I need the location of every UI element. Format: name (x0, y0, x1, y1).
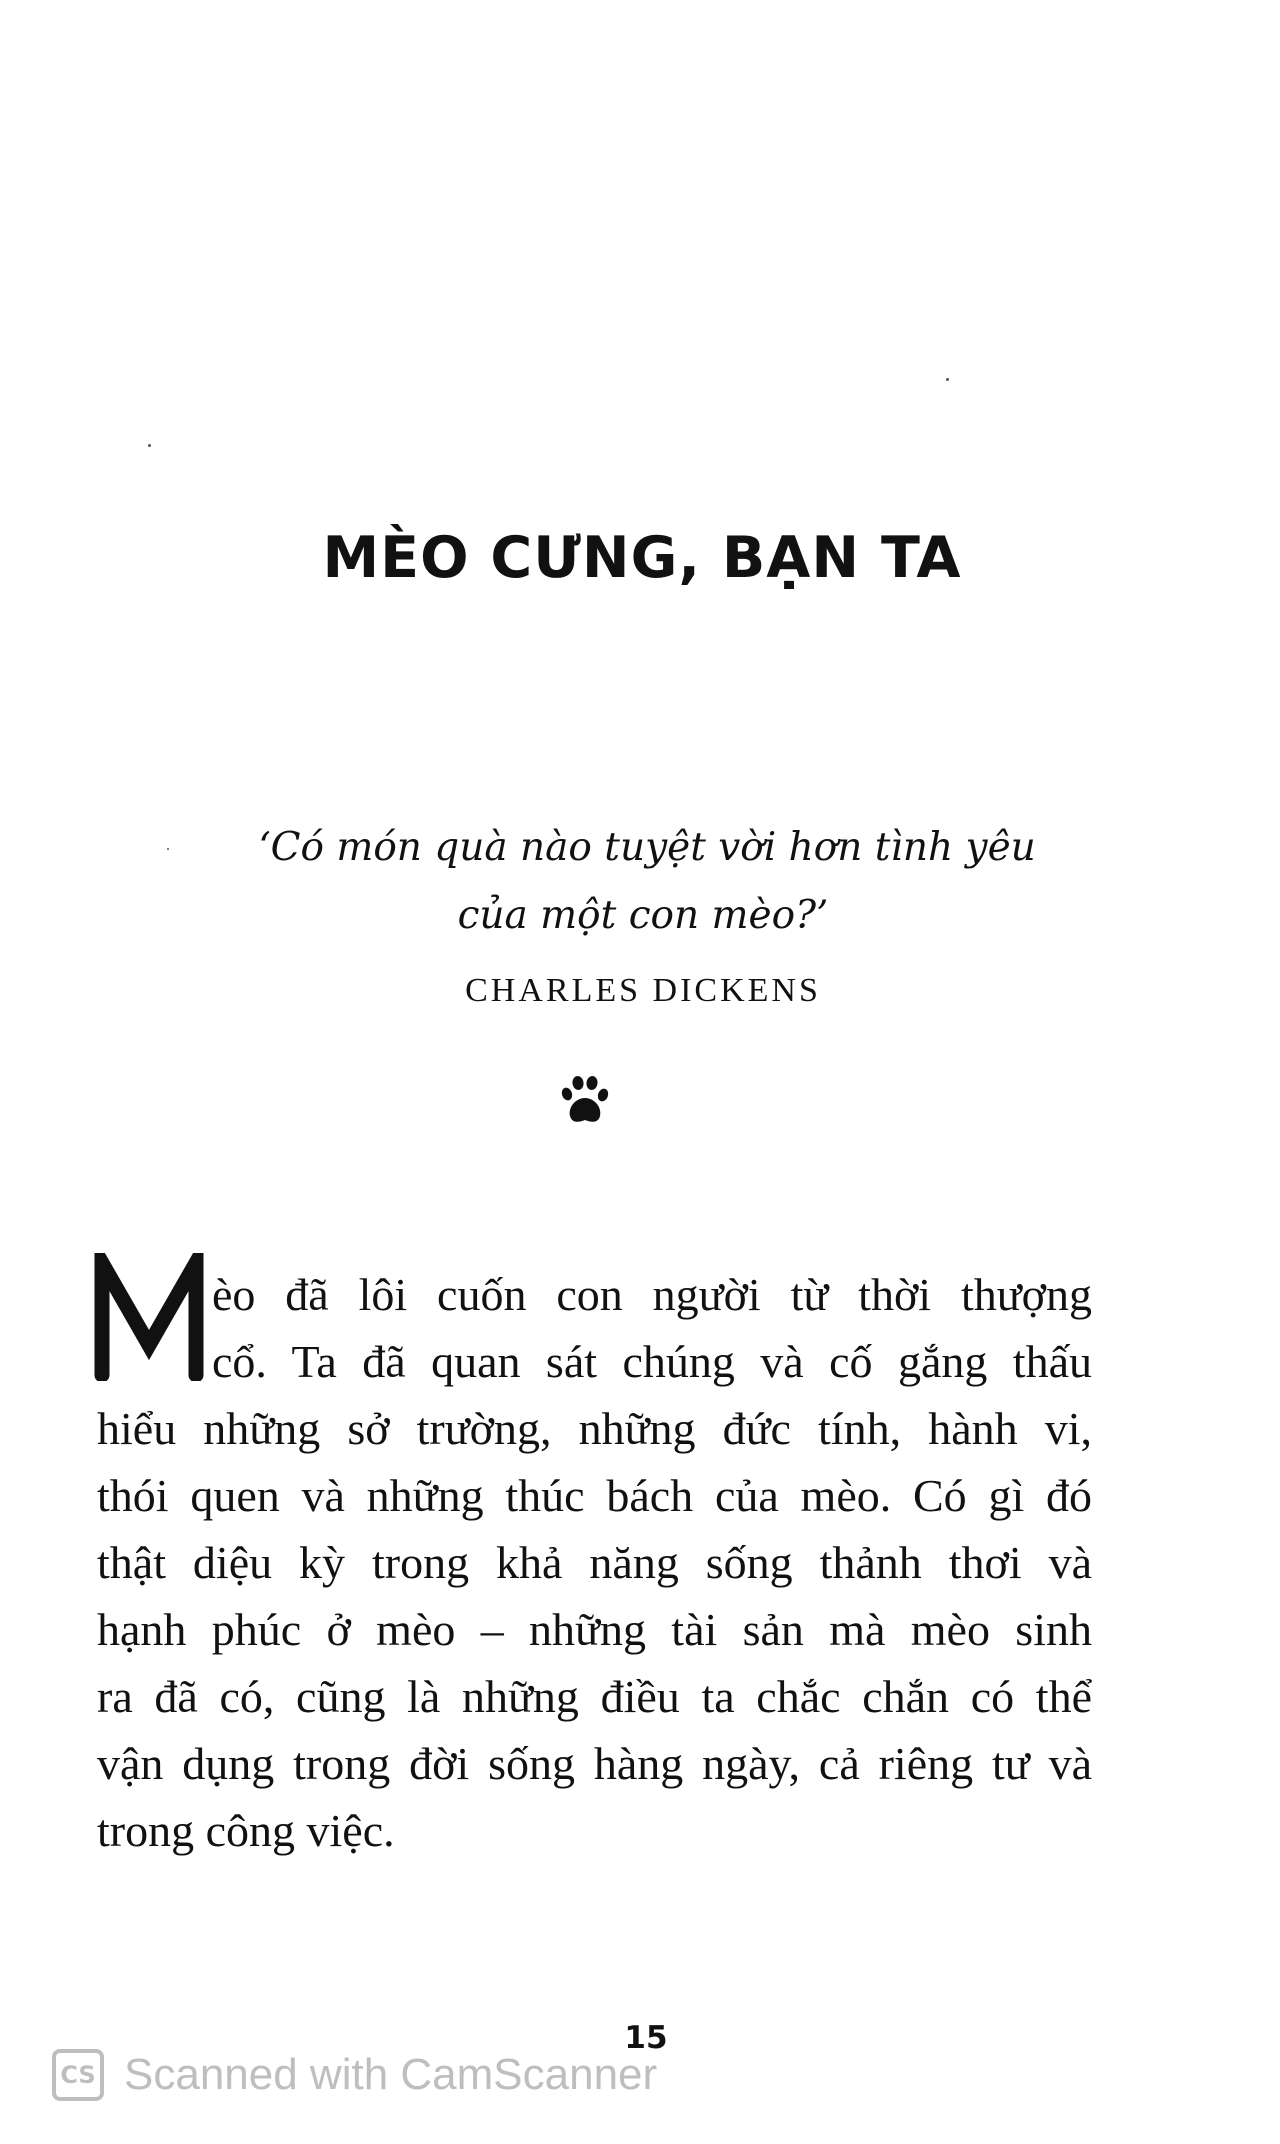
scan-speck (946, 378, 949, 381)
paragraph-line: èo đã lôi cuốn con người từ thời thượng (212, 1269, 1092, 1320)
epigraph-line-1: ‘Có món quà nào tuyệt vời hơn tình yêu (258, 825, 1036, 870)
paragraph-line: hiểu những sở trường, những đức tính, hành vi, (97, 1403, 1092, 1454)
epigraph-line-2: của một con mèo?’ (457, 893, 829, 938)
watermark-text: Scanned with CamScanner (124, 2050, 658, 2099)
scan-speck (148, 444, 151, 447)
chapter-title: MÈO CƯNG, BẠN TA (322, 525, 962, 591)
paw-print-icon (558, 1074, 612, 1128)
paragraph-line: vận dụng trong đời sống hàng ngày, cả riêng tư và (97, 1738, 1092, 1789)
drop-cap-text: M (94, 1253, 95, 1254)
camscanner-watermark (52, 2046, 657, 2104)
paragraph-line: thói quen và những thúc bách của mèo. Có gì đó (97, 1470, 1092, 1521)
paragraph-line: ra đã có, cũng là những điều ta chắc chắn có thể (97, 1671, 1092, 1722)
paragraph-line: cổ. Ta đã quan sát chúng và cố gắng thấu (212, 1336, 1092, 1387)
drop-cap-letter (94, 1253, 204, 1381)
camscanner-logo-icon: CS (52, 2049, 104, 2101)
paragraph-body (97, 1395, 1092, 1864)
paragraph-line: thật diệu kỳ trong khả năng sống thảnh thơi và (97, 1537, 1092, 1588)
paragraph-line: hạnh phúc ở mèo – những tài sản mà mèo sinh (97, 1604, 1092, 1655)
epigraph-author: CHARLES DICKENS (465, 972, 821, 1009)
paragraph-first-lines (212, 1261, 1092, 1395)
page-number: 15 (624, 2020, 668, 2056)
paragraph-line: trong công việc. (97, 1805, 395, 1856)
